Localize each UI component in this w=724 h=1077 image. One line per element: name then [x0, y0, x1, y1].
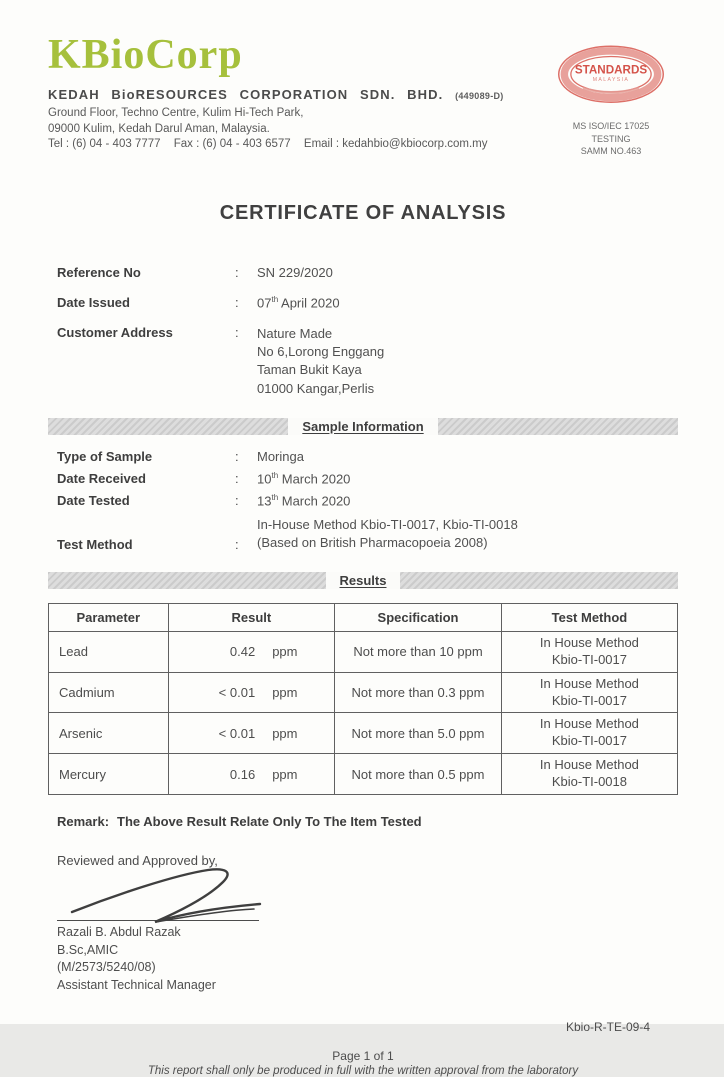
customer-address-line-1: No 6,Lorong Enggang: [257, 344, 385, 360]
sample-information-title: Sample Information: [288, 418, 437, 435]
method-cell: In House Method Kbio-TI-0017: [501, 631, 677, 672]
type-of-sample-value: Moringa: [257, 448, 304, 464]
reference-no-row: Reference No : SN 229/2020: [48, 265, 678, 280]
date-tested-value: 13th March 2020: [257, 493, 351, 509]
accreditation-text: [550, 120, 672, 158]
table-row: [49, 754, 678, 795]
approver-position: Assistant Technical Manager: [57, 977, 216, 992]
letterhead-left: [48, 34, 504, 150]
accreditation-block: [550, 42, 672, 158]
table-row: [49, 672, 678, 713]
specification-cell: Not more than 0.5 ppm: [335, 754, 502, 795]
test-method-value: [257, 516, 678, 552]
specification-cell: Not more than 5.0 ppm: [335, 713, 502, 754]
specification-cell: Not more than 10 ppm: [335, 631, 502, 672]
sample-information-band: [48, 418, 678, 435]
date-received-value: 10th March 2020: [257, 470, 351, 487]
method-cell: In House Method Kbio-TI-0017: [501, 713, 677, 754]
results-table: [48, 603, 678, 795]
result-cell: 0.16 ppm: [168, 754, 335, 795]
results-title: Results: [326, 572, 401, 589]
date-issued-label: Date Issued: [57, 294, 130, 310]
address-line-1: Ground Floor, Techno Centre, Kulim Hi-Tech Park,: [48, 107, 304, 119]
method-cell: In House Method Kbio-TI-0017: [501, 672, 677, 713]
company-address: [48, 106, 504, 137]
company-contact: [48, 138, 504, 150]
reference-no-value: SN 229/2020: [257, 264, 333, 280]
signature-scribble: [60, 862, 300, 928]
parameter-cell: Cadmium: [49, 672, 169, 713]
method-cell: In House Method Kbio-TI-0018: [501, 754, 677, 795]
table-row: [49, 713, 678, 754]
header-parameter: Parameter: [49, 603, 169, 631]
result-cell: 0.42 ppm: [168, 631, 335, 672]
approver-membership-no: (M/2573/5240/08): [57, 960, 156, 975]
date-received-row: Date Received : 10th March 2020: [48, 471, 678, 486]
accreditation-number: SAMM NO.463: [580, 146, 642, 157]
type-of-sample-label: Type of Sample: [57, 448, 153, 464]
email-address: Email : kedahbio@kbiocorp.com.my: [303, 138, 488, 151]
parameter-cell: Lead: [49, 631, 169, 672]
date-received-label: Date Received: [57, 470, 146, 486]
date-tested-row: Date Tested : 13th March 2020: [48, 493, 678, 508]
remark-text: The Above Result Relate Only To The Item Tested: [117, 814, 422, 830]
test-method-label: Test Method: [57, 536, 133, 552]
table-row: [49, 631, 678, 672]
date-issued-value: 07th April 2020: [257, 294, 340, 311]
test-method-line-2: (Based on British Pharmacopoeia 2008): [257, 534, 488, 550]
address-line-2: 09000 Kulim, Kedah Darul Aman, Malaysia.: [48, 122, 270, 135]
reference-section: [48, 265, 678, 398]
result-cell: < 0.01 ppm: [168, 672, 335, 713]
remark: [48, 814, 678, 829]
result-cell: < 0.01 ppm: [168, 713, 335, 754]
customer-address-line-2: Taman Bukit Kaya: [257, 362, 362, 378]
date-tested-label: Date Tested: [57, 493, 130, 509]
parameter-cell: Arsenic: [49, 713, 169, 754]
results-band: [48, 572, 678, 589]
customer-name: Nature Made: [257, 326, 333, 342]
date-issued-row: Date Issued : 07th April 2020: [48, 295, 678, 310]
header-specification: Specification: [335, 603, 502, 631]
svg-text:MALAYSIA: MALAYSIA: [592, 77, 630, 84]
remark-label: Remark:: [57, 814, 110, 830]
header-result: Result: [168, 603, 335, 631]
reference-no-label: Reference No: [57, 264, 141, 280]
customer-address-label: Customer Address: [57, 325, 173, 341]
company-name: KEDAH BioRESOURCES CORPORATION SDN. BHD. (449089-D): [48, 87, 504, 102]
document-title: CERTIFICATE OF ANALYSIS: [219, 201, 507, 224]
document-code: Kbio-R-TE-09-4: [565, 1020, 650, 1035]
svg-text:STANDARDS: STANDARDS: [574, 63, 648, 77]
telephone-number: Tel : (6) 04 - 403 7777: [48, 138, 161, 151]
page-number: Page 1 of 1: [332, 1049, 394, 1064]
accreditation-scope: TESTING: [591, 133, 631, 144]
type-of-sample-row: Type of Sample : Moringa: [48, 449, 678, 464]
specification-cell: Not more than 0.3 ppm: [335, 672, 502, 713]
approver-block: [48, 924, 678, 994]
sample-information-section: [48, 449, 678, 552]
customer-address-row: Customer Address : Nature Made No 6,Lorong Enggang Taman Bukit Kaya 01000 Kangar,Perlis: [48, 325, 678, 398]
company-registration-number: (449089-D): [455, 91, 504, 101]
parameter-cell: Mercury: [49, 754, 169, 795]
customer-address-value: [257, 325, 678, 398]
fax-number: Fax : (6) 04 - 403 6577: [173, 138, 291, 151]
standards-malaysia-stamp-icon: [555, 42, 667, 112]
letterhead: [48, 34, 678, 158]
table-header-row: [49, 603, 678, 631]
approver-qualification: B.Sc,AMIC: [57, 942, 119, 957]
approver-name: Razali B. Abdul Razak: [57, 925, 181, 940]
accreditation-standard: MS ISO/IEC 17025: [572, 121, 650, 131]
header-test-method: Test Method: [501, 603, 677, 631]
footer-note: This report shall only be produced in full with the written approval from the laboratory: [147, 1065, 579, 1077]
reviewed-by-label: Reviewed and Approved by,: [57, 853, 218, 869]
customer-address-line-3: 01000 Kangar,Perlis: [257, 380, 375, 396]
company-logo: KBioCorp: [48, 32, 243, 78]
test-method-row: Test Method : In-House Method Kbio-TI-0017, Kbio-TI-0018 (Based on British Pharmacopoeia 2008): [48, 516, 678, 552]
test-method-line-1: In-House Method Kbio-TI-0017, Kbio-TI-0018: [257, 516, 518, 532]
